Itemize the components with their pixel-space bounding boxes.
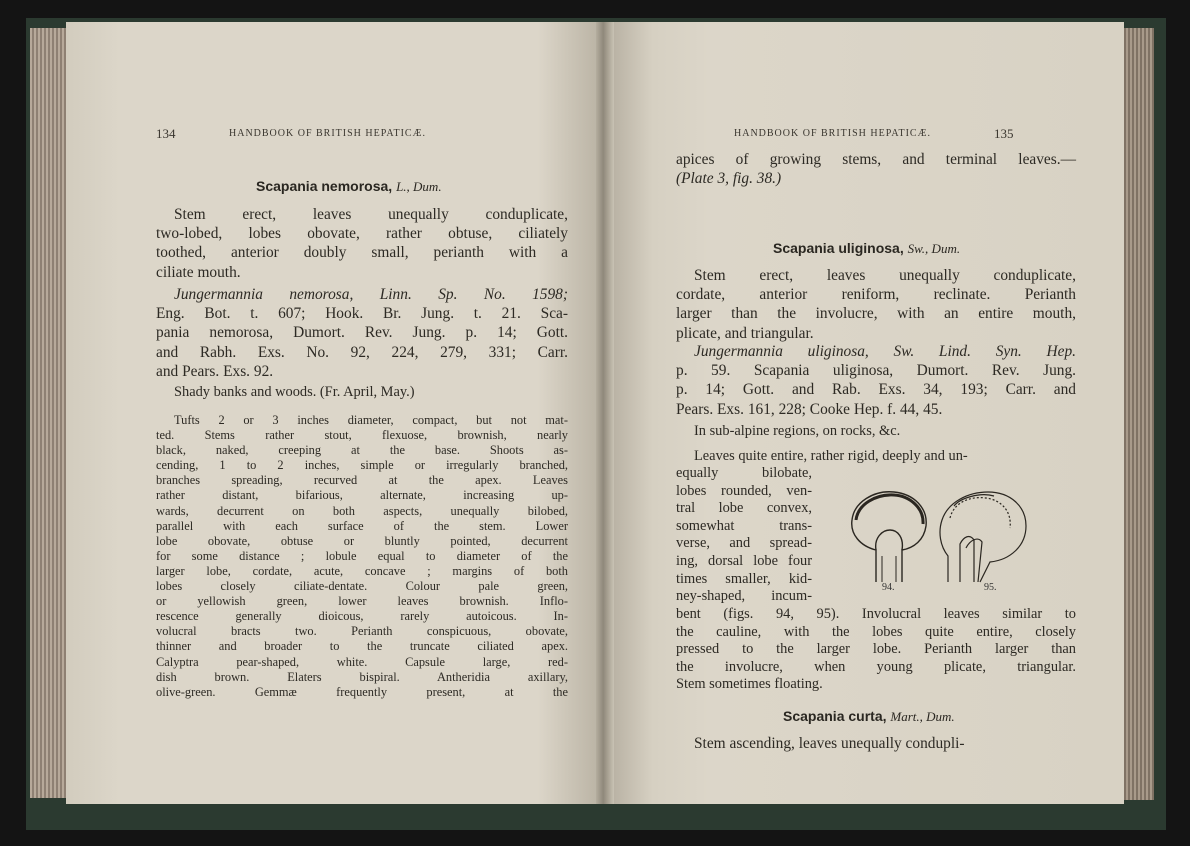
text-line: verse, and spread- <box>676 535 812 552</box>
species-authority: Mart., Dum. <box>890 709 955 724</box>
species-name: Scapania nemorosa, <box>256 178 393 194</box>
habitat-uliginosa: In sub-alpine regions, on rocks, &c. <box>694 423 901 439</box>
text-line: the involucre, when young plicate, triangular. <box>676 658 1076 675</box>
page-number-left: 134 <box>156 126 176 141</box>
species-heading-curta <box>783 708 955 725</box>
text-line: Tufts 2 or 3 inches diameter, compact, but not mat- <box>174 413 568 427</box>
text-line: thinner and broader to the truncate ciliated apex. <box>156 639 568 654</box>
text-line: and Rabh. Exs. No. 92, 224, 279, 331; Carr. <box>156 343 568 361</box>
text-line: cordate, anterior reniform, reclinate. Perianth <box>676 286 1076 304</box>
text-line: plicate, and triangular. <box>676 324 814 342</box>
text-line: lobes closely ciliate-dentate. Colour pale green, <box>156 579 568 594</box>
notes-uliginosa-first: Leaves quite entire, rather rigid, deeply and un- <box>694 448 968 464</box>
species-heading-nemorosa <box>256 178 442 195</box>
text-line: ted. Stems rather stout, flexuose, brownish, nearly <box>156 428 568 443</box>
text-line: olive-green. Gemmæ frequently present, at the <box>156 684 568 699</box>
text-line: Eng. Bot. t. 607; Hook. Br. Jung. t. 21. Sca- <box>156 305 568 323</box>
text-line: apices of growing stems, and terminal leaves.— <box>676 151 1076 168</box>
page-edges-left <box>30 28 70 798</box>
text-line: bent (figs. 94, 95). Involucral leaves similar to <box>676 606 1076 622</box>
text-line: lobe obovate, obtuse or bluntly pointed, decurrent <box>156 533 568 548</box>
text-line: the cauline, with the lobes quite entire, closely <box>676 623 1076 640</box>
notes-uliginosa-rest <box>676 606 1076 694</box>
figure-95-drawing <box>940 492 1026 582</box>
text-line: ciliate mouth. <box>156 263 241 281</box>
species-heading-uliginosa <box>773 240 960 257</box>
text-line: volucral bracts two. Perianth conspicuous, obovate, <box>156 624 568 639</box>
description-uliginosa <box>676 266 1076 343</box>
text-line: for some distance ; lobule equal to diameter of the <box>156 548 568 563</box>
species-authority: L., Dum. <box>396 179 442 194</box>
text-line: larger than the involucre, with an entire mouth, <box>676 305 1076 323</box>
leaf-figures <box>830 484 1030 592</box>
text-line: or yellowish green, lower leaves brownish. Inflo- <box>156 594 568 609</box>
synonymy-uliginosa <box>676 342 1076 419</box>
text-line: rescence generally dioicous, rarely autoicous. In- <box>156 609 568 624</box>
species-name: Scapania curta, <box>783 708 887 724</box>
text-line: and Pears. Exs. 92. <box>156 362 274 380</box>
text-line: branches spreading, recurved at the apex. Leaves <box>156 473 568 488</box>
text-line: dish brown. Elaters bispiral. Antheridia axillary, <box>156 669 568 684</box>
text-line: pania nemorosa, Dumort. Rev. Jung. p. 14; Gott. <box>156 324 568 342</box>
text-line: p. 14; Gott. and Rab. Exs. 34, 193; Carr. and <box>676 381 1076 399</box>
running-head-right: HANDBOOK OF BRITISH HEPATICÆ. <box>734 128 931 139</box>
text-line: pressed to the larger lobe. Perianth larger than <box>676 641 1076 658</box>
text-line: rather distant, bifarious, alternate, increasing up- <box>156 488 568 503</box>
text-line: equally bilobate, <box>676 465 812 481</box>
text-line: parallel with each surface of the stem. Lower <box>156 518 568 533</box>
text-line: somewhat trans- <box>676 517 812 534</box>
notes-uliginosa-wrapped <box>676 465 812 606</box>
text-line: Stem sometimes floating. <box>676 676 823 693</box>
figure-94-label: 94. <box>882 582 895 592</box>
description-nemorosa <box>156 205 568 282</box>
text-line: two-lobed, lobes obovate, rather obtuse, ciliately <box>156 225 568 243</box>
text-line: (Plate 3, fig. 38.) <box>676 170 782 188</box>
book-gutter <box>596 22 614 804</box>
text-line: toothed, anterior doubly small, perianth with a <box>156 244 568 262</box>
text-line: ing, dorsal lobe four <box>676 552 812 569</box>
text-line: Stem erect, leaves unequally conduplicate, <box>174 206 568 223</box>
text-line: black, naked, creeping at the base. Shoots as- <box>156 443 568 458</box>
text-line: tral lobe convex, <box>676 500 812 517</box>
text-line: larger lobe, cordate, acute, concave ; margins of both <box>156 563 568 578</box>
species-name: Scapania uliginosa, <box>773 240 904 256</box>
figure-95-label: 95. <box>984 582 997 592</box>
text-line: ney-shaped, incum- <box>676 588 812 605</box>
notes-nemorosa <box>156 413 568 700</box>
text-line: Pears. Exs. 161, 228; Cooke Hep. f. 44, 45. <box>676 400 943 418</box>
left-page <box>66 22 602 804</box>
text-line: times smaller, kid- <box>676 570 812 587</box>
species-authority: Sw., Dum. <box>907 241 961 256</box>
text-line: Jungermannia uliginosa, Sw. Lind. Syn. Hep. <box>694 343 1076 360</box>
page-number-right: 135 <box>994 126 1014 141</box>
synonymy-nemorosa <box>156 285 568 381</box>
text-line: cending, 1 to 2 inches, simple or irregularly branched, <box>156 458 568 473</box>
text-line: wards, decurrent on both aspects, unequally bilobed, <box>156 503 568 518</box>
text-line: Stem erect, leaves unequally conduplicate, <box>694 267 1076 284</box>
figure-94-drawing <box>852 492 926 582</box>
running-head-left: HANDBOOK OF BRITISH HEPATICÆ. <box>229 128 426 139</box>
text-line: p. 59. Scapania uliginosa, Dumort. Rev. Jung. <box>676 362 1076 380</box>
habitat-nemorosa: Shady banks and woods. (Fr. April, May.) <box>174 384 415 400</box>
right-page <box>606 22 1124 804</box>
description-curta: Stem ascending, leaves unequally condupli- <box>694 735 965 752</box>
text-line: lobes rounded, ven- <box>676 482 812 499</box>
text-line: Jungermannia nemorosa, Linn. Sp. No. 1598; <box>174 286 568 303</box>
continuation-text <box>676 150 1076 188</box>
text-line: Calyptra pear-shaped, white. Capsule large, red- <box>156 654 568 669</box>
